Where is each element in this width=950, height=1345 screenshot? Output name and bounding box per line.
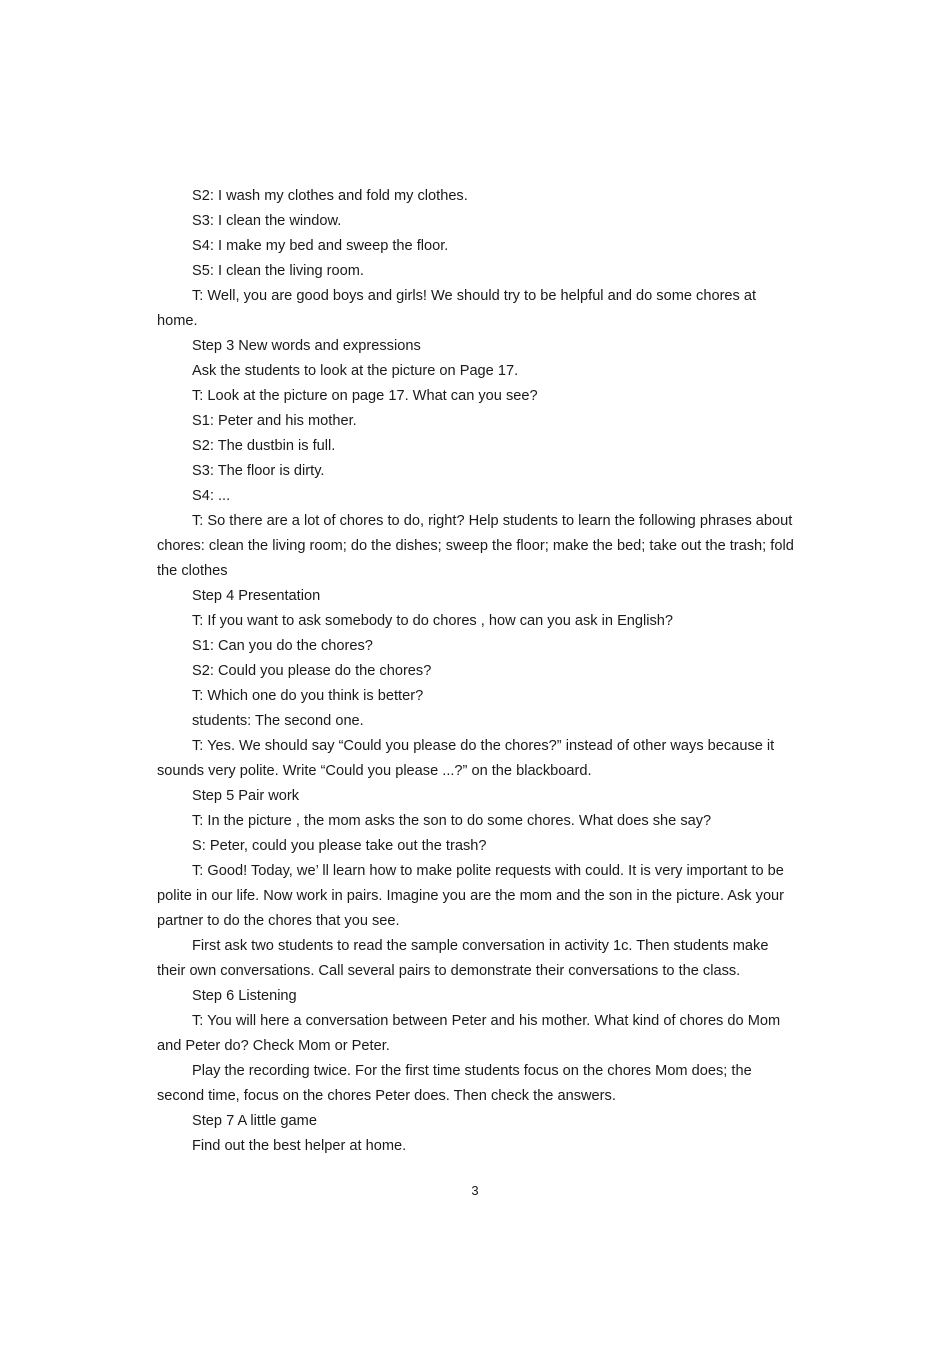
paragraph: First ask two students to read the sample conversation in activity 1c. Then students make their own conversations. Call several pairs to demonstrate their conversations to the class.: [157, 938, 769, 979]
section-heading: Step 5 Pair work: [192, 788, 300, 804]
paragraph: S1: Peter and his mother.: [192, 413, 357, 429]
section-heading: Step 6 Listening: [192, 988, 297, 1004]
page-number: 3: [471, 1183, 479, 1198]
paragraph: T: Look at the picture on page 17. What can you see?: [192, 388, 538, 404]
paragraph: S3: I clean the window.: [192, 213, 342, 229]
paragraph: T: Well, you are good boys and girls! We should try to be helpful and do some chores at home.: [157, 288, 757, 329]
paragraph: T: Good! Today, we’ ll learn how to make polite requests with could. It is very important to be polite in our life. Now work in pairs. Imagine you are the mom and the son in the picture. Ask your partner to do the chores that you see.: [157, 863, 785, 929]
paragraph: Find out the best helper at home.: [192, 1138, 407, 1154]
page-body: [157, 184, 797, 1159]
paragraph: students: The second one.: [192, 713, 364, 729]
paragraph: S5: I clean the living room.: [192, 263, 364, 279]
paragraph: T: If you want to ask somebody to do chores , how can you ask in English?: [192, 613, 674, 629]
section-heading: Step 7 A little game: [192, 1113, 317, 1129]
paragraph: T: So there are a lot of chores to do, right? Help students to learn the following phrases about chores: clean the living room; do the dishes; sweep the floor; make the bed; take out the trash; fold the clothes: [157, 513, 794, 579]
paragraph: S4: I make my bed and sweep the floor.: [192, 238, 449, 254]
paragraph: S2: Could you please do the chores?: [192, 663, 432, 679]
paragraph: S4: ...: [192, 488, 231, 504]
paragraph: S3: The floor is dirty.: [192, 463, 325, 479]
paragraph: S2: The dustbin is full.: [192, 438, 336, 454]
paragraph: Play the recording twice. For the first time students focus on the chores Mom does; the second time, focus on the chores Peter does. Then check the answers.: [157, 1063, 752, 1104]
paragraph: T: In the picture , the mom asks the son to do some chores. What does she say?: [192, 813, 712, 829]
paragraph: T: You will here a conversation between Peter and his mother. What kind of chores do Mom and Peter do? Check Mom or Peter.: [157, 1013, 781, 1054]
paragraph: S1: Can you do the chores?: [192, 638, 373, 654]
paragraph: S2: I wash my clothes and fold my clothes.: [192, 188, 468, 204]
paragraph: T: Yes. We should say “Could you please do the chores?” instead of other ways because it sounds very polite. Write “Could you please ...?” on the blackboard.: [157, 738, 775, 779]
paragraph: S: Peter, could you please take out the trash?: [192, 838, 487, 854]
section-heading: Step 4 Presentation: [192, 588, 321, 604]
paragraph: T: Which one do you think is better?: [192, 688, 424, 704]
section-heading: Step 3 New words and expressions: [192, 338, 421, 354]
paragraph: Ask the students to look at the picture on Page 17.: [192, 363, 519, 379]
